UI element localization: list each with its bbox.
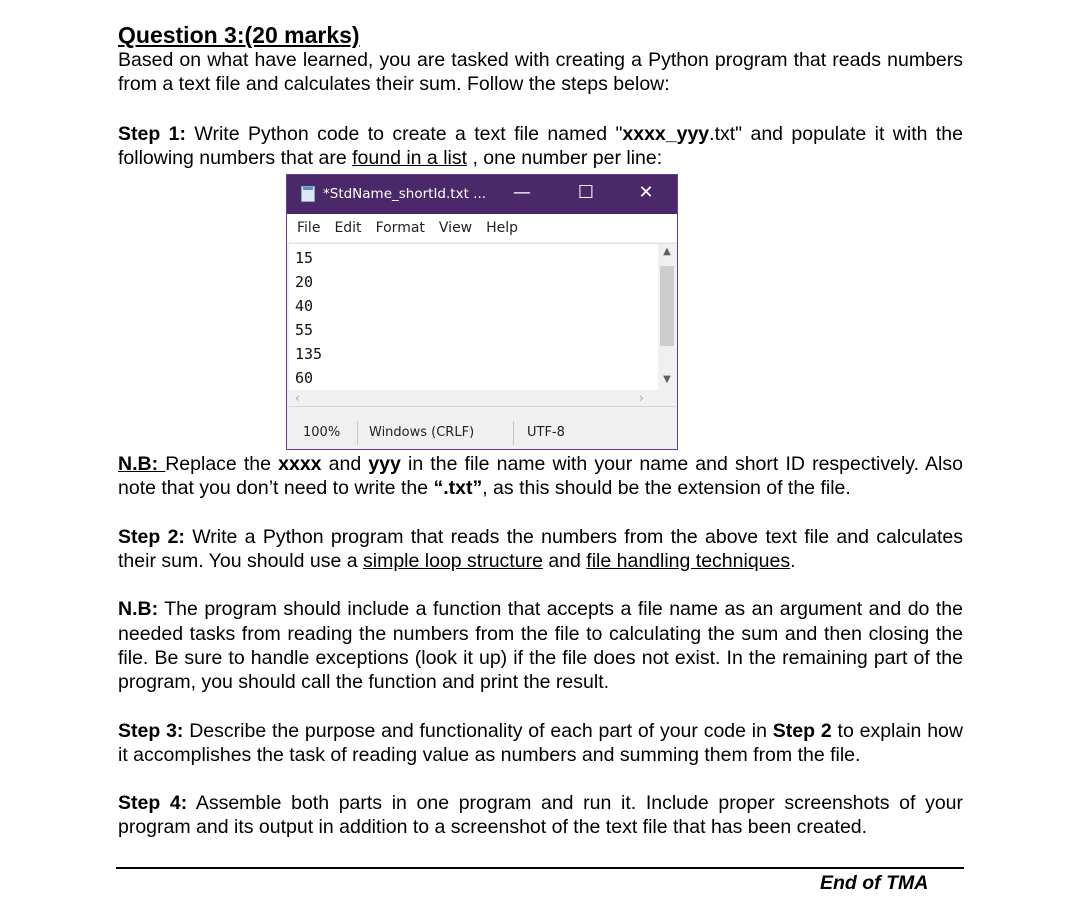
notepad-window-title: *StdName_shortId.txt ... [323, 186, 487, 202]
step3-paragraph [118, 719, 963, 768]
step2-text: Write a Python program that reads the numbers from the above text file and calculates their sum. You should use a [118, 525, 963, 573]
text-line: 15 [295, 249, 314, 267]
nb1-bold-txt: “.txt” [433, 477, 483, 500]
notepad-icon [301, 186, 315, 202]
notepad-titlebar [287, 175, 677, 214]
text-line: 20 [295, 273, 314, 291]
nb1-bold-yyy: yyy [368, 453, 401, 476]
nb1-text: and [321, 453, 369, 476]
menu-format[interactable]: Format [375, 220, 425, 236]
nb2-text: The program should include a function that accepts a file name as an argument and do the needed tasks from reading the numbers from the file to calculating the sum and then closing the file. Be sure to handle exceptions (look it up) if the file does not exist. In the remaining part of the program, you should call the function and print the result. [118, 598, 963, 694]
text-line: 135 [295, 345, 323, 363]
notepad-menubar [287, 214, 677, 242]
step4-paragraph [118, 791, 963, 840]
text-line: 55 [295, 321, 314, 339]
step1-filename: xxxx_yyy [622, 122, 710, 145]
notepad-text-area[interactable] [289, 243, 676, 406]
step1-text-a: Write Python code to create a text file named " [186, 122, 623, 145]
step3-text: to explain how it accomplishes the task of reading value as numbers and summing them from the file. [118, 719, 963, 766]
nb1-text: Replace the [165, 453, 279, 476]
nb1-text: , as this should be the extension of the file. [482, 477, 851, 500]
minimize-button[interactable]: — [513, 182, 531, 203]
status-encoding: UTF-8 [527, 425, 565, 440]
footer-rule [116, 867, 964, 869]
step2-underline-loop: simple loop structure [363, 550, 543, 573]
step1-label: Step 1: [118, 122, 186, 145]
notepad-lines [295, 246, 322, 390]
menu-help[interactable]: Help [486, 220, 519, 236]
nb1-paragraph [118, 452, 963, 501]
step3-label: Step 3: [118, 719, 184, 742]
chevron-left-icon[interactable]: ‹ [295, 391, 300, 405]
step1-text-c: , one number per line: [467, 146, 663, 169]
step1-paragraph [118, 122, 963, 171]
text-line: 40 [295, 297, 314, 315]
chevron-right-icon[interactable]: › [639, 391, 644, 405]
step2-paragraph [118, 525, 963, 574]
menu-file[interactable]: File [297, 220, 321, 236]
nb1-label: N.B: [118, 453, 166, 476]
step1-text-b: .txt" and populate it with the following numbers that are [118, 122, 963, 169]
step4-label: Step 4: [118, 792, 188, 815]
step1-underline: found in a list [352, 146, 468, 169]
step2-label: Step 2: [118, 525, 185, 548]
end-of-tma: End of TMA [820, 872, 929, 894]
notepad-statusbar [289, 406, 676, 449]
status-zoom: 100% [303, 425, 341, 440]
step2-text: . [790, 550, 796, 573]
step2-text: and [542, 550, 587, 573]
notepad-window [286, 174, 678, 450]
question-title: Question 3:(20 marks) [118, 22, 360, 48]
status-divider [357, 421, 358, 445]
vertical-scrollbar[interactable] [658, 244, 676, 390]
menu-view[interactable]: View [438, 220, 473, 236]
nb1-text: in the file name with your name and short ID respectively. Also note that you don’t need to write the [118, 453, 963, 500]
text-line: 60 [295, 369, 314, 387]
chevron-down-icon[interactable]: ▼ [663, 374, 671, 385]
status-divider [513, 421, 514, 445]
step2-underline-file: file handling techniques [586, 550, 791, 573]
step3-text: Describe the purpose and functionality of each part of your code in [183, 719, 773, 742]
chevron-up-icon[interactable]: ▲ [663, 246, 671, 257]
horizontal-scrollbar[interactable] [289, 390, 676, 406]
status-eol: Windows (CRLF) [369, 425, 475, 440]
question-intro: Based on what have learned, you are tasked with creating a Python program that reads numbers from a text file and calculates their sum. Follow the steps below: [118, 49, 963, 96]
close-button[interactable]: ✕ [638, 182, 654, 203]
menu-edit[interactable]: Edit [334, 220, 362, 236]
step3-bold-ref: Step 2 [772, 719, 832, 742]
nb1-bold-xxxx: xxxx [278, 453, 322, 476]
nb2-label: N.B: [118, 598, 159, 621]
maximize-button[interactable]: ☐ [577, 182, 595, 203]
scroll-thumb[interactable] [660, 266, 674, 346]
nb2-paragraph [118, 597, 963, 694]
step4-text: Assemble both parts in one program and run it. Include proper screenshots of your program and its output in addition to a screenshot of the text file that has been created. [118, 792, 963, 839]
